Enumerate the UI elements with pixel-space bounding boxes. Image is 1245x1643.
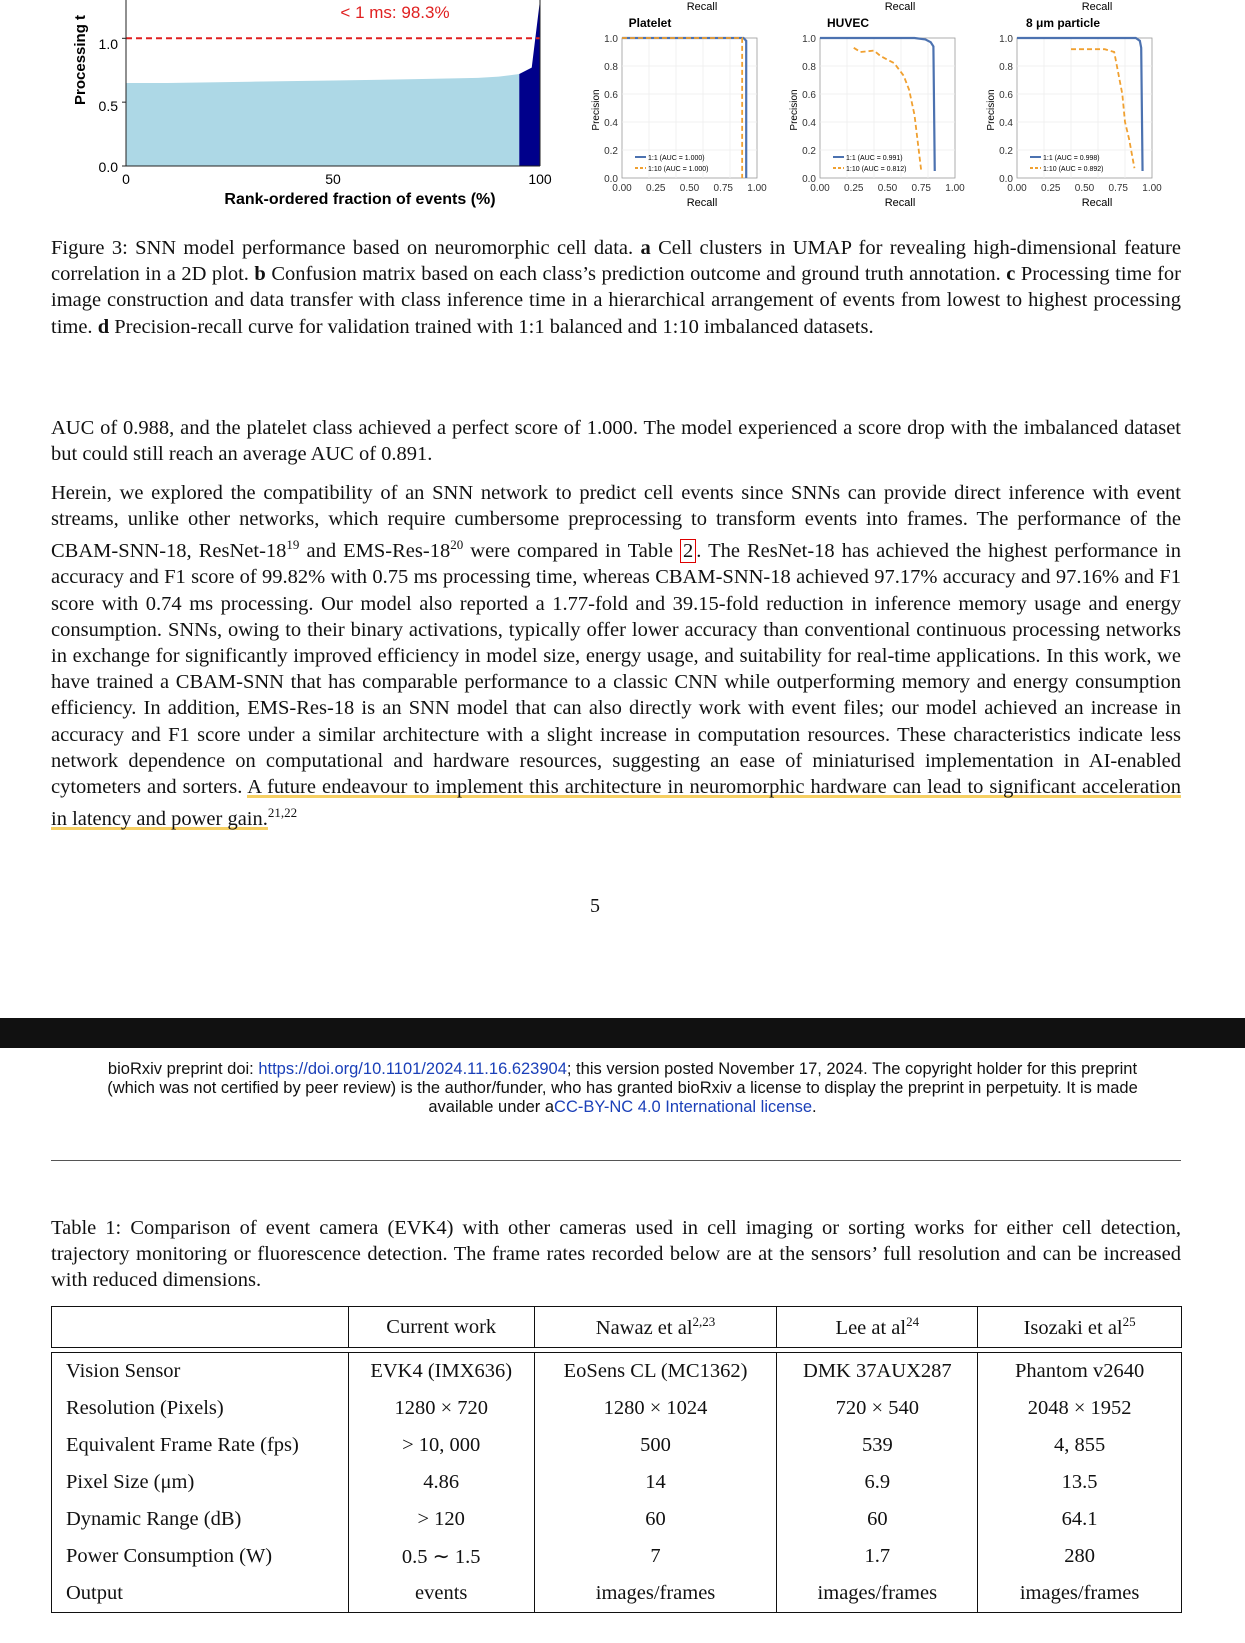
table-cell: 6.9 (777, 1464, 978, 1501)
pr-xtick-label: 1.00 (945, 183, 965, 194)
pr-ytick-label: 0.6 (999, 90, 1013, 101)
pr-xtick-label: 0.00 (1007, 183, 1027, 194)
footer-line-2: (which was not certified by peer review) is the author/funder, who has granted bioRxiv a license to display the preprint in perpetuity. It is made (107, 1079, 1138, 1097)
table-cell: 13.5 (978, 1464, 1182, 1501)
pr-xtick-label: 0.25 (844, 183, 864, 194)
pr-ytick-label: 0.2 (802, 146, 816, 157)
caption-d-text: Precision-recall curve for validation trained with 1:1 balanced and 1:10 imbalanced datasets. (114, 315, 874, 338)
pr-ytick-label: 1.0 (999, 34, 1013, 45)
preprint-footer (0, 1060, 1245, 1117)
table-cell: 1.7 (777, 1538, 978, 1575)
pr-ytick-label: 0.8 (999, 62, 1013, 73)
pr-ytick-label: 0.4 (604, 118, 618, 129)
body-paragraph-1: AUC of 0.988, and the platelet class achieved a perfect score of 1.000. The model experienced a score drop with the imbalanced dataset but could still reach an average AUC of 0.891. (51, 417, 1181, 466)
pr-xtick-label: 0.50 (1074, 183, 1095, 194)
pr-platelet-toplabel: Recall (686, 1, 718, 13)
processing-ytick-1: 1.0 (98, 36, 118, 52)
table-cell: 14 (534, 1464, 777, 1501)
processing-xlabel: Rank-ordered fraction of events (%) (224, 191, 496, 208)
p2-text-3: were compared in Table (463, 540, 680, 563)
table-cell: 1280 × 720 (348, 1390, 534, 1427)
table-row (52, 1538, 1182, 1575)
header-cell: Nawaz et al$^{2,23}$ (534, 1307, 777, 1348)
table-row (52, 1390, 1182, 1427)
table-cell: 2048 × 1952 (978, 1390, 1182, 1427)
pr-platelet-ylabel: Precision (591, 89, 602, 131)
pr-huvec-toplabel: Recall (884, 1, 916, 13)
processing-area (126, 68, 532, 166)
pr-ytick-label: 0.2 (999, 146, 1013, 157)
pr-huvec-title: HUVEC (826, 16, 870, 30)
footer-text-4: . (812, 1098, 817, 1116)
processing-annotation: < 1 ms: 98.3% (340, 3, 450, 22)
footer-line-3 (0, 1098, 1245, 1117)
table-row (52, 1501, 1182, 1538)
pr-platelet-title: Platelet (628, 16, 672, 30)
pr-xtick-label: 0.50 (877, 183, 898, 194)
pr-xtick-label: 1.00 (747, 183, 767, 194)
table-caption: Table 1: Comparison of event camera (EVK4) with other cameras used in cell imaging or sorting works for either cell detection, trajectory monitoring or fluorescence detection. The frame rates recorded below are at the sensors’ full resolution and can be increased with reduced dimensions. (51, 1217, 1181, 1292)
table-2-link[interactable]: 2 (680, 539, 696, 563)
table-cell: DMK 37AUX287 (777, 1353, 978, 1391)
citation-21-22[interactable]: 21,22 (267, 805, 298, 821)
table-cell: Phantom v2640 (978, 1353, 1182, 1391)
table-cell: 500 (534, 1427, 777, 1464)
pr-ytick-label: 1.0 (802, 34, 816, 45)
caption-a-marker: a (640, 237, 651, 259)
table-cell: images/frames (978, 1575, 1182, 1613)
table-header-row (52, 1307, 1182, 1348)
table-cell: 4.86 (348, 1464, 534, 1501)
pr-ytick-label: 1.0 (604, 34, 618, 45)
caption-c-marker: c (1006, 263, 1016, 286)
table-cell: images/frames (534, 1575, 777, 1613)
pr-platelet-xlabel: Recall (686, 197, 718, 209)
table-cell: > 120 (348, 1501, 534, 1538)
processing-time-chart (60, 0, 560, 215)
caption-label: Figure 3: SNN model performance based on neuromorphic cell data. (51, 237, 634, 259)
pr-xtick-label: 0.00 (810, 183, 830, 194)
pr-particle-legend-2: 1:10 (AUC = 0.892) (1043, 166, 1104, 173)
header-cell: Current work (348, 1307, 534, 1348)
caption-d-marker: d (97, 315, 110, 338)
table-cell: 60 (777, 1501, 978, 1538)
header-cell: Isozaki et $al^{25}$ (978, 1307, 1182, 1348)
table-cell: 720 × 540 (777, 1390, 978, 1427)
pr-xtick-label: 0.75 (713, 183, 733, 194)
pr-chart-huvec (778, 0, 983, 215)
footer-line-1 (0, 1060, 1245, 1079)
pr-ytick-label: 0.0 (604, 174, 618, 185)
row-label: Vision Sensor (52, 1353, 349, 1391)
figure-caption (51, 235, 1181, 340)
table-cell: EoSens CL (MC1362) (534, 1353, 777, 1391)
pr-ytick-label: 0.0 (802, 174, 816, 185)
row-label: Pixel Size (μm) (52, 1464, 349, 1501)
processing-ylabel: Processing t (72, 14, 89, 105)
pr-platelet-legend-1: 1:1 (AUC = 1.000) (648, 155, 705, 162)
table-row (52, 1464, 1182, 1501)
page-number: 5 (590, 895, 600, 917)
camera-comparison-table (51, 1306, 1182, 1613)
pr-xtick-label: 0.50 (679, 183, 700, 194)
highlighted-sentence: A future endeavour to implement this architecture in neuromorphic hardware can lead to significant acceleration in latency and power gain. (51, 776, 1181, 831)
table-row (52, 1427, 1182, 1464)
license-link[interactable]: CC-BY-NC 4.0 International license (554, 1098, 813, 1116)
processing-xtick-100: 100 (528, 171, 552, 187)
pr-huvec-legend-1: 1:1 (AUC = 0.991) (846, 155, 903, 162)
body-paragraph-2 (51, 480, 1181, 832)
pr-particle-title: 8 μm particle (1025, 16, 1101, 30)
table-row (52, 1353, 1182, 1391)
p2-text-1: Herein, we explored the compatibility of an SNN network to predict cell events since SNNs can provide direct inference with event streams, unlike other networks, which require cumbersome preprocessing to transform events into frames. The performance of the CBAM-SNN-18, ResNet-18 (51, 482, 1181, 563)
pr-chart-platelet (580, 0, 785, 215)
pr-curve-balanced (820, 38, 935, 171)
pr-ytick-label: 0.6 (604, 90, 618, 101)
footer-text-1: bioRxiv preprint doi: (107, 1060, 259, 1078)
p2-text-4: . The ResNet-18 has achieved the highest performance in accuracy and F1 score of 99.82% with 0.75 ms processing time, whereas CBAM-SNN-18 achieved 97.17% accuracy and 97.16% and F1 score with 0.74 ms processing. Our model also reported a 1.77-fold and 39.15-fold reduction in inference memory usage and energy consumption. SNNs, owing to their binary activations, typically offer lower accuracy than conventional continuous processing networks in exchange for significantly improved efficiency in model size, energy usage, and suitability for real-time applications. In this work, we have trained a CBAM-SNN that has comparable performance to a classic CNN while outperforming memory and energy consumption efficiency. In addition, EMS-Res-18 is an SNN model that can also directly work with event files; our model achieved an increase in accuracy and F1 score under a similar architecture with a slight increase in computation resources. These characteristics indicate less network dependence on computational and hardware resources, suggesting an ease of miniaturised implementation in AI-enabled cytometers and sorters. (51, 540, 1182, 799)
pr-ytick-label: 0.6 (802, 90, 816, 101)
pr-xtick-label: 0.00 (612, 183, 632, 194)
caption-b-marker: b (254, 263, 266, 286)
caption-b-text: Confusion matrix based on each class’s prediction outcome and ground truth annotation. (271, 263, 1001, 286)
table-cell: 280 (978, 1538, 1182, 1575)
pr-ytick-label: 0.4 (999, 118, 1013, 129)
table-cell: EVK4 (IMX636) (348, 1353, 534, 1391)
pr-huvec-xlabel: Recall (884, 197, 916, 209)
pr-ytick-label: 0.2 (604, 146, 618, 157)
pr-particle-legend-1: 1:1 (AUC = 0.998) (1043, 155, 1100, 162)
header-cell (52, 1307, 349, 1348)
pr-ytick-label: 0.8 (802, 62, 816, 73)
table-row (52, 1575, 1182, 1613)
table-cell: 539 (777, 1427, 978, 1464)
processing-ytick-05: 0.5 (98, 98, 118, 114)
page-separator (0, 1018, 1245, 1048)
pr-chart-particle (975, 0, 1185, 215)
p2-text-2: and EMS-Res-18 (299, 540, 451, 563)
pr-huvec-legend-2: 1:10 (AUC = 0.812) (846, 166, 907, 173)
pr-platelet-legend-2: 1:10 (AUC = 1.000) (648, 166, 709, 173)
processing-xtick-0: 0 (122, 171, 130, 187)
pr-xtick-label: 0.25 (1041, 183, 1061, 194)
processing-peak (519, 0, 540, 166)
pr-huvec-ylabel: Precision (789, 89, 800, 131)
caption-c-text: Processing time for image construction and data transfer with class inference time in a hierarchical arrangement of events from lowest to highest processing time. (51, 263, 1182, 338)
row-label: Resolution (Pixels) (52, 1390, 349, 1427)
pr-particle-ylabel: Precision (986, 89, 997, 131)
processing-xtick-50: 50 (325, 171, 341, 187)
footer-text-3: available under a (428, 1098, 555, 1116)
table-cell: events (348, 1575, 534, 1613)
table-cell: > 10, 000 (348, 1427, 534, 1464)
pr-particle-toplabel: Recall (1081, 1, 1113, 13)
table-cell: images/frames (777, 1575, 978, 1613)
header-rule (51, 1160, 1181, 1161)
pr-xtick-label: 1.00 (1142, 183, 1162, 194)
table-cell: 4, 855 (978, 1427, 1182, 1464)
row-label: Output (52, 1575, 349, 1613)
table-cell: 7 (534, 1538, 777, 1575)
header-cell: Lee at $al^{24}$ (777, 1307, 978, 1348)
caption-a-text: Cell clusters in UMAP for revealing high-dimensional feature correlation in a 2D plot. (51, 237, 1182, 286)
pr-xtick-label: 0.75 (911, 183, 931, 194)
processing-ytick-0: 0.0 (98, 159, 118, 175)
pr-xtick-label: 0.25 (646, 183, 666, 194)
pr-ytick-label: 0.0 (999, 174, 1013, 185)
row-label: Equivalent Frame Rate (fps) (52, 1427, 349, 1464)
pr-ytick-label: 0.4 (802, 118, 816, 129)
doi-link[interactable]: https://doi.org/10.1101/2024.11.16.623904 (258, 1060, 567, 1078)
table-cell: 0.5 ∼ 1.5 (348, 1538, 534, 1575)
row-label: Power Consumption (W) (52, 1538, 349, 1575)
citation-20[interactable]: 20 (450, 537, 464, 553)
table-cell: 1280 × 1024 (534, 1390, 777, 1427)
pr-xtick-label: 0.75 (1108, 183, 1128, 194)
pr-particle-xlabel: Recall (1081, 197, 1113, 209)
footer-text-2: ; this version posted November 17, 2024. The copyright holder for this preprint (566, 1060, 1138, 1078)
citation-19[interactable]: 19 (286, 537, 300, 553)
row-label: Dynamic Range (dB) (52, 1501, 349, 1538)
table-cell: 60 (534, 1501, 777, 1538)
table-cell: 64.1 (978, 1501, 1182, 1538)
pr-ytick-label: 0.8 (604, 62, 618, 73)
